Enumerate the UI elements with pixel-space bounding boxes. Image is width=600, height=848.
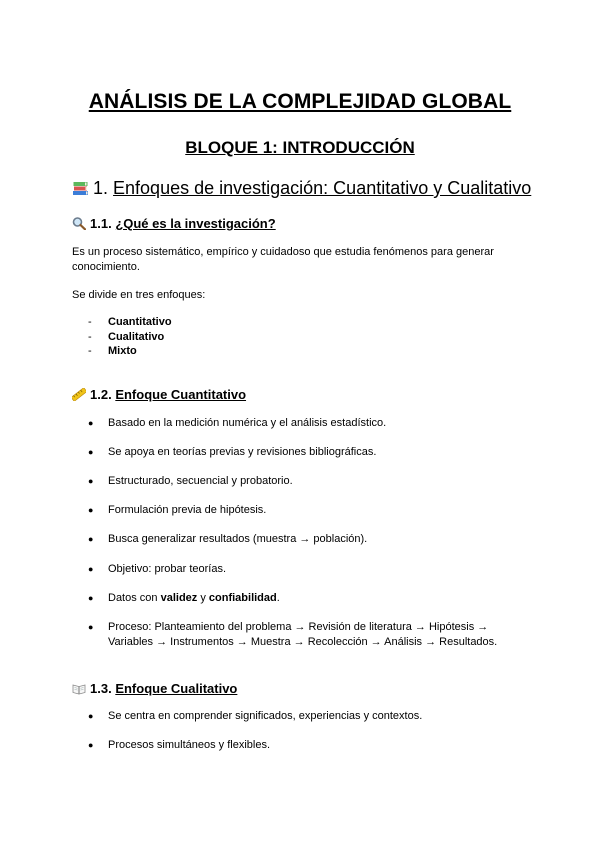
section-1-number: 1. [93,178,109,198]
ruler-icon [72,388,86,401]
bullet-icon: ● [88,593,94,603]
section-1-2-number: 1.2. [90,387,112,402]
section-1-1-heading [72,216,276,231]
list-item: ● Busca generalizar resultados (muestra → población). [88,533,368,545]
block-title: BLOQUE 1: INTRODUCCIÓN [185,138,415,157]
list-item: ● Formulación previa de hipótesis. [88,504,267,516]
bullet-icon: ● [88,476,94,486]
list-item: ● Estructurado, secuencial y probatorio. [88,475,293,487]
bullet-icon: ● [88,564,94,574]
section-1-3-number: 1.3. [90,681,112,696]
document-title: ANÁLISIS DE LA COMPLEJIDAD GLOBAL [88,90,512,113]
bullet-icon: ● [88,622,94,632]
section-1-1-number: 1.1. [90,216,112,231]
section-1-title: Enfoques de investigación: Cuantitativo y Cualitativo [113,178,532,198]
bullet-icon: ● [88,534,94,544]
magnifier-icon [72,217,86,230]
list-item: ● Datos con validez y confiabilidad. [88,592,280,604]
enfoques-intro: Se divide en tres enfoques: [72,289,206,301]
section-1-2-title: Enfoque Cuantitativo [115,387,247,402]
bullet-icon: ● [88,505,94,515]
list-item: ● Proceso: Planteamiento del problema → Revisión de literatura → Hipótesis → Variables → Instrumentos → Muestra → Recolección → Análisis → Resultados. [88,621,498,648]
enfoques-list [88,315,172,359]
section-1-3-title: Enfoque Cualitativo [115,681,238,696]
definition-paragraph: Es un proceso sistemático, empírico y cuidadoso que estudia fenómenos para generar conocimiento. [72,246,494,273]
section-1-3-heading [72,681,237,696]
list-item: ● Objetivo: probar teorías. [88,563,227,575]
bullet-icon: ● [88,447,94,457]
list-item: - Mixto [88,345,137,357]
books-icon [72,180,89,196]
list-item: ● Procesos simultáneos y flexibles. [88,739,271,751]
open-book-icon [72,682,86,695]
bullet-icon: ● [88,740,94,750]
bullet-icon: ● [88,418,94,428]
list-item: ● Basado en la medición numérica y el análisis estadístico. [88,417,387,429]
section-1-heading [72,178,531,199]
section-1-1-title: ¿Qué es la investigación? [115,216,276,231]
section-1-2-heading [72,387,246,402]
list-item: ● Se centra en comprender significados, experiencias y contextos. [88,710,423,722]
list-item: - Cuantitativo [88,316,172,328]
bullet-icon: ● [88,711,94,721]
list-item: - Cualitativo [88,330,165,343]
list-item: ● Se apoya en teorías previas y revisiones bibliográficas. [88,446,377,458]
